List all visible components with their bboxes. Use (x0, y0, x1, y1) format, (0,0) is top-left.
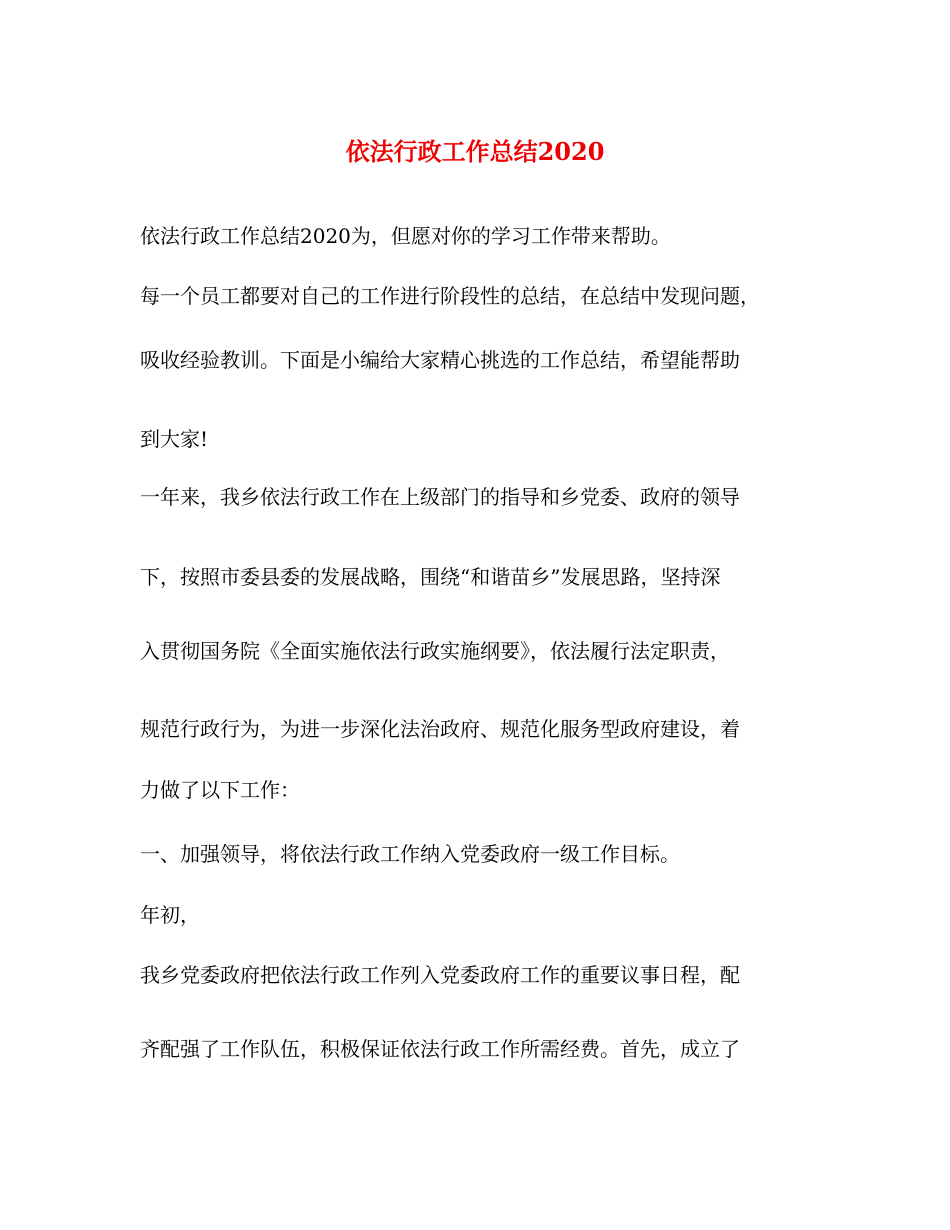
body-line-3: 吸收经验教训。下面是小编给大家精心挑选的工作总结，希望能帮助 (140, 348, 740, 372)
document-title: 依法行政工作总结2020 (345, 137, 605, 166)
body-line-1: 依法行政工作总结2020为，但愿对你的学习工作带来帮助。 (140, 224, 671, 248)
body-line-7: 入贯彻国务院《全面实施依法行政实施纲要》，依法履行法定职责， (140, 639, 730, 663)
section-heading-1: 一、加强领导，将依法行政工作纳入党委政府一级工作目标。 (140, 842, 680, 866)
body-line-5: 一年来，我乡依法行政工作在上级部门的指导和乡党委、政府的领导 (140, 485, 740, 509)
body-line-2: 每一个员工都要对自己的工作进行阶段性的总结，在总结中发现问题， (140, 284, 760, 308)
body-line-13: 齐配强了工作队伍，积极保证依法行政工作所需经费。首先，成立了 (140, 1037, 740, 1061)
body-line-9: 力做了以下工作： (140, 778, 300, 802)
body-line-12: 我乡党委政府把依法行政工作列入党委政府工作的重要议事日程，配 (140, 963, 740, 987)
body-line-11: 年初， (140, 903, 200, 927)
body-line-4: 到大家! (140, 427, 209, 451)
body-line-8: 规范行政行为，为进一步深化法治政府、规范化服务型政府建设，着 (140, 717, 740, 741)
body-line-6: 下，按照市委县委的发展战略，围绕“和谐苗乡”发展思路，坚持深 (140, 565, 721, 589)
